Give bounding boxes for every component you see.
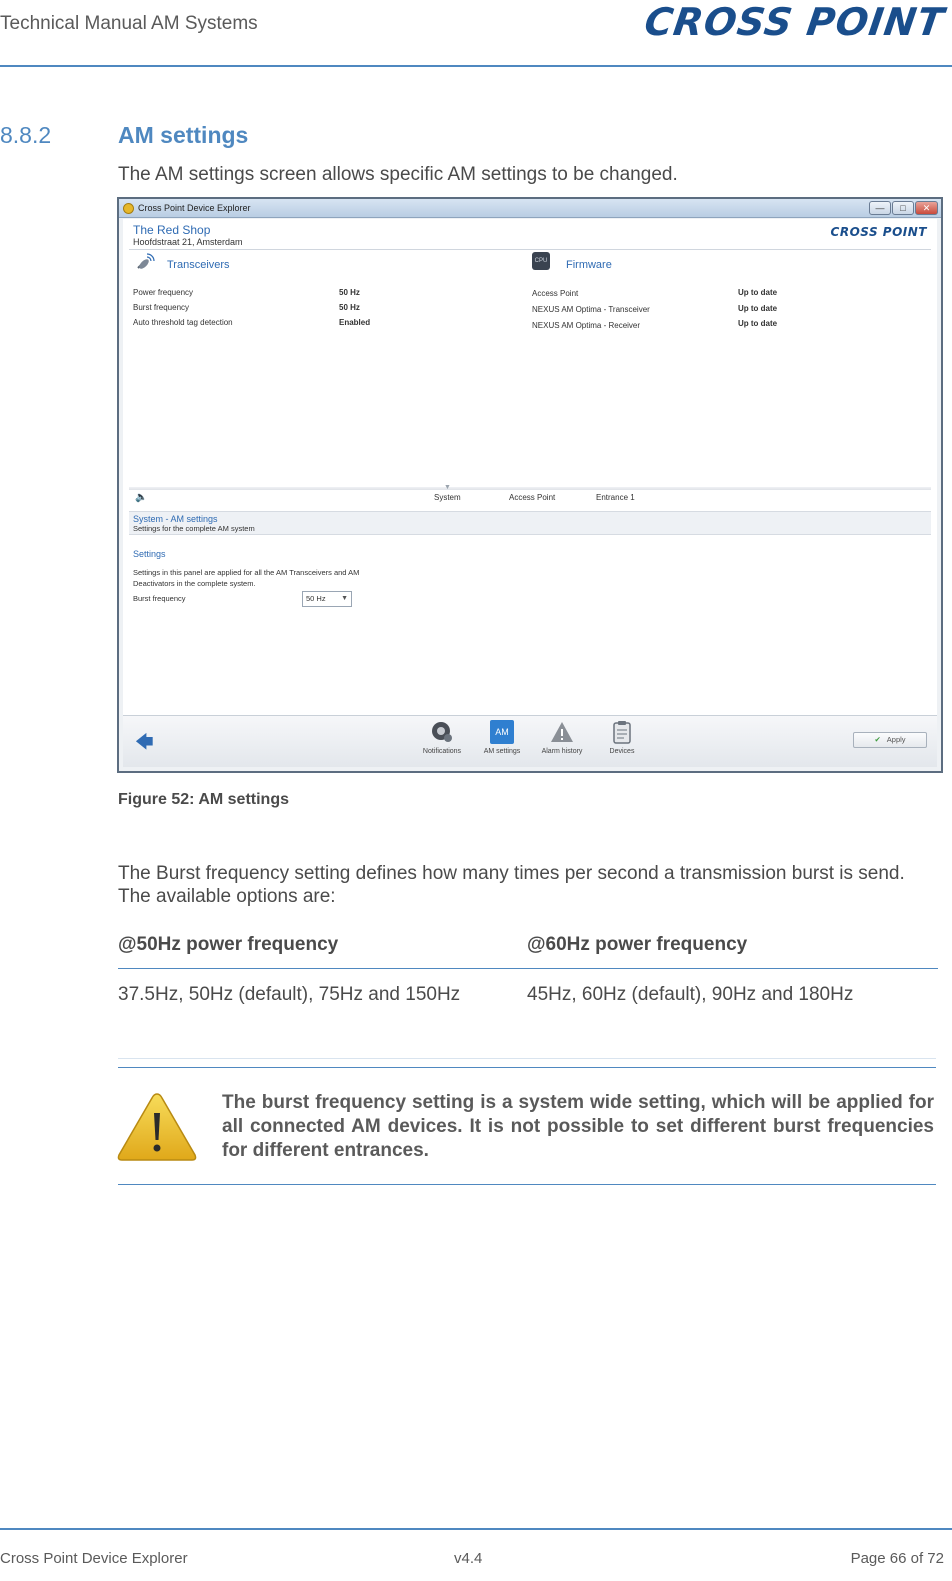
toolbar-devices[interactable] — [592, 720, 652, 755]
app-content — [123, 219, 937, 767]
access-point-fw-label: Access Point — [532, 289, 579, 298]
note-top-rule-light — [118, 1058, 936, 1059]
access-point-fw-value: Up to date — [738, 288, 778, 297]
footer-product: Cross Point Device Explorer — [0, 1550, 188, 1567]
header-divider — [0, 65, 952, 67]
toolbar-label-am-settings: AM settings — [483, 748, 521, 755]
section-title: AM settings — [118, 122, 249, 148]
warning-note-text: The burst frequency setting is a system wide setting, which will be applied for all connected AM devices. It is not possible to set different burst frequencies for different entrances. — [222, 1092, 934, 1161]
footer-version: v4.4 — [454, 1550, 483, 1567]
minimize-button[interactable]: — — [869, 201, 891, 215]
apply-label: Apply — [886, 735, 906, 744]
alarm-warning-icon — [550, 720, 574, 744]
am-settings-icon: AM — [490, 720, 514, 744]
tab-system[interactable]: System — [434, 493, 461, 502]
body-paragraph: The Burst frequency setting defines how many times per second a transmission burst is send. The available options are: — [118, 863, 905, 907]
cpu-icon: CPU — [532, 252, 550, 270]
auto-threshold-label: Auto threshold tag detection — [133, 318, 233, 327]
footer-page-number: Page 66 of 72 — [850, 1550, 944, 1567]
cross-point-logo: CROSS POINT — [641, 0, 948, 44]
shop-address: Hoofdstraat 21, Amsterdam — [133, 237, 243, 247]
table-header-50hz: @50Hz power frequency — [118, 934, 339, 955]
toolbar-am-settings[interactable] — [472, 720, 532, 755]
transceivers-heading: Transceivers — [167, 259, 230, 271]
toolbar-alarm-history[interactable] — [532, 720, 592, 755]
settings-heading: Settings — [133, 549, 166, 559]
back-arrow-icon[interactable]: 🡄 — [135, 732, 154, 752]
window-title: Cross Point Device Explorer — [138, 203, 251, 213]
system-band-title: System - AM settings — [133, 514, 218, 524]
tab-entrance-1[interactable]: Entrance 1 — [596, 493, 635, 502]
firmware-heading: Firmware — [566, 259, 612, 271]
settings-description: Settings in this panel are applied for all the AM Transceivers and AM Deactivators in the complete system. — [133, 568, 360, 588]
app-header-divider — [129, 249, 931, 250]
power-frequency-value: 50 Hz — [339, 288, 360, 297]
tab-pointer-icon: ▼ — [444, 484, 451, 491]
notifications-icon — [430, 720, 454, 744]
speaker-icon[interactable]: 🔈 — [135, 492, 148, 503]
window-titlebar — [119, 199, 941, 218]
transceiver-fw-value: Up to date — [738, 304, 778, 313]
satellite-icon — [135, 253, 155, 273]
burst-frequency-value: 50 Hz — [339, 303, 360, 312]
check-icon: ✔ — [874, 735, 881, 744]
footer-divider — [0, 1528, 952, 1530]
clipboard-icon — [610, 720, 634, 744]
receiver-fw-value: Up to date — [738, 319, 778, 328]
app-brand-logo: CROSS POINT — [830, 225, 927, 239]
section-number: 8.8.2 — [0, 122, 52, 148]
figure-caption: Figure 52: AM settings — [118, 791, 289, 808]
apply-button[interactable] — [853, 732, 927, 748]
system-settings-band — [129, 511, 931, 535]
section-intro: The AM settings screen allows specific AM settings to be changed. — [118, 164, 678, 185]
receiver-fw-label: NEXUS AM Optima - Receiver — [532, 321, 641, 330]
system-band-subtitle: Settings for the complete AM system — [133, 524, 255, 533]
bottom-toolbar — [123, 715, 937, 767]
note-top-rule — [118, 1067, 936, 1068]
panel-separator — [129, 487, 931, 490]
burst-frequency-field-label: Burst frequency — [133, 594, 186, 603]
transceiver-fw-label: NEXUS AM Optima - Transceiver — [532, 305, 650, 314]
maximize-button[interactable]: □ — [892, 201, 914, 215]
shop-name: The Red Shop — [133, 223, 211, 237]
document-header-title: Technical Manual AM Systems — [0, 13, 258, 34]
toolbar-label-alarm-history: Alarm history — [541, 748, 583, 755]
table-header-60hz: @60Hz power frequency — [527, 934, 748, 955]
power-frequency-label: Power frequency — [133, 288, 194, 297]
note-bottom-rule — [118, 1184, 936, 1185]
chevron-down-icon: ▼ — [341, 595, 348, 602]
toolbar-notifications[interactable] — [412, 720, 472, 755]
toolbar-label-notifications: Notifications — [422, 748, 462, 755]
table-cell-60hz: 45Hz, 60Hz (default), 90Hz and 180Hz — [527, 984, 854, 1005]
burst-frequency-selected: 50 Hz — [306, 594, 326, 603]
tab-access-point[interactable]: Access Point — [509, 493, 556, 502]
warning-icon — [116, 1091, 198, 1163]
table-header-rule — [118, 968, 938, 969]
burst-frequency-select[interactable] — [302, 591, 352, 607]
device-explorer-screenshot — [117, 197, 943, 773]
table-cell-50hz: 37.5Hz, 50Hz (default), 75Hz and 150Hz — [118, 984, 461, 1005]
app-icon — [123, 203, 134, 214]
toolbar-label-devices: Devices — [609, 748, 635, 755]
close-button[interactable]: ✕ — [915, 201, 938, 215]
auto-threshold-value: Enabled — [339, 318, 371, 327]
burst-frequency-label: Burst frequency — [133, 303, 190, 312]
